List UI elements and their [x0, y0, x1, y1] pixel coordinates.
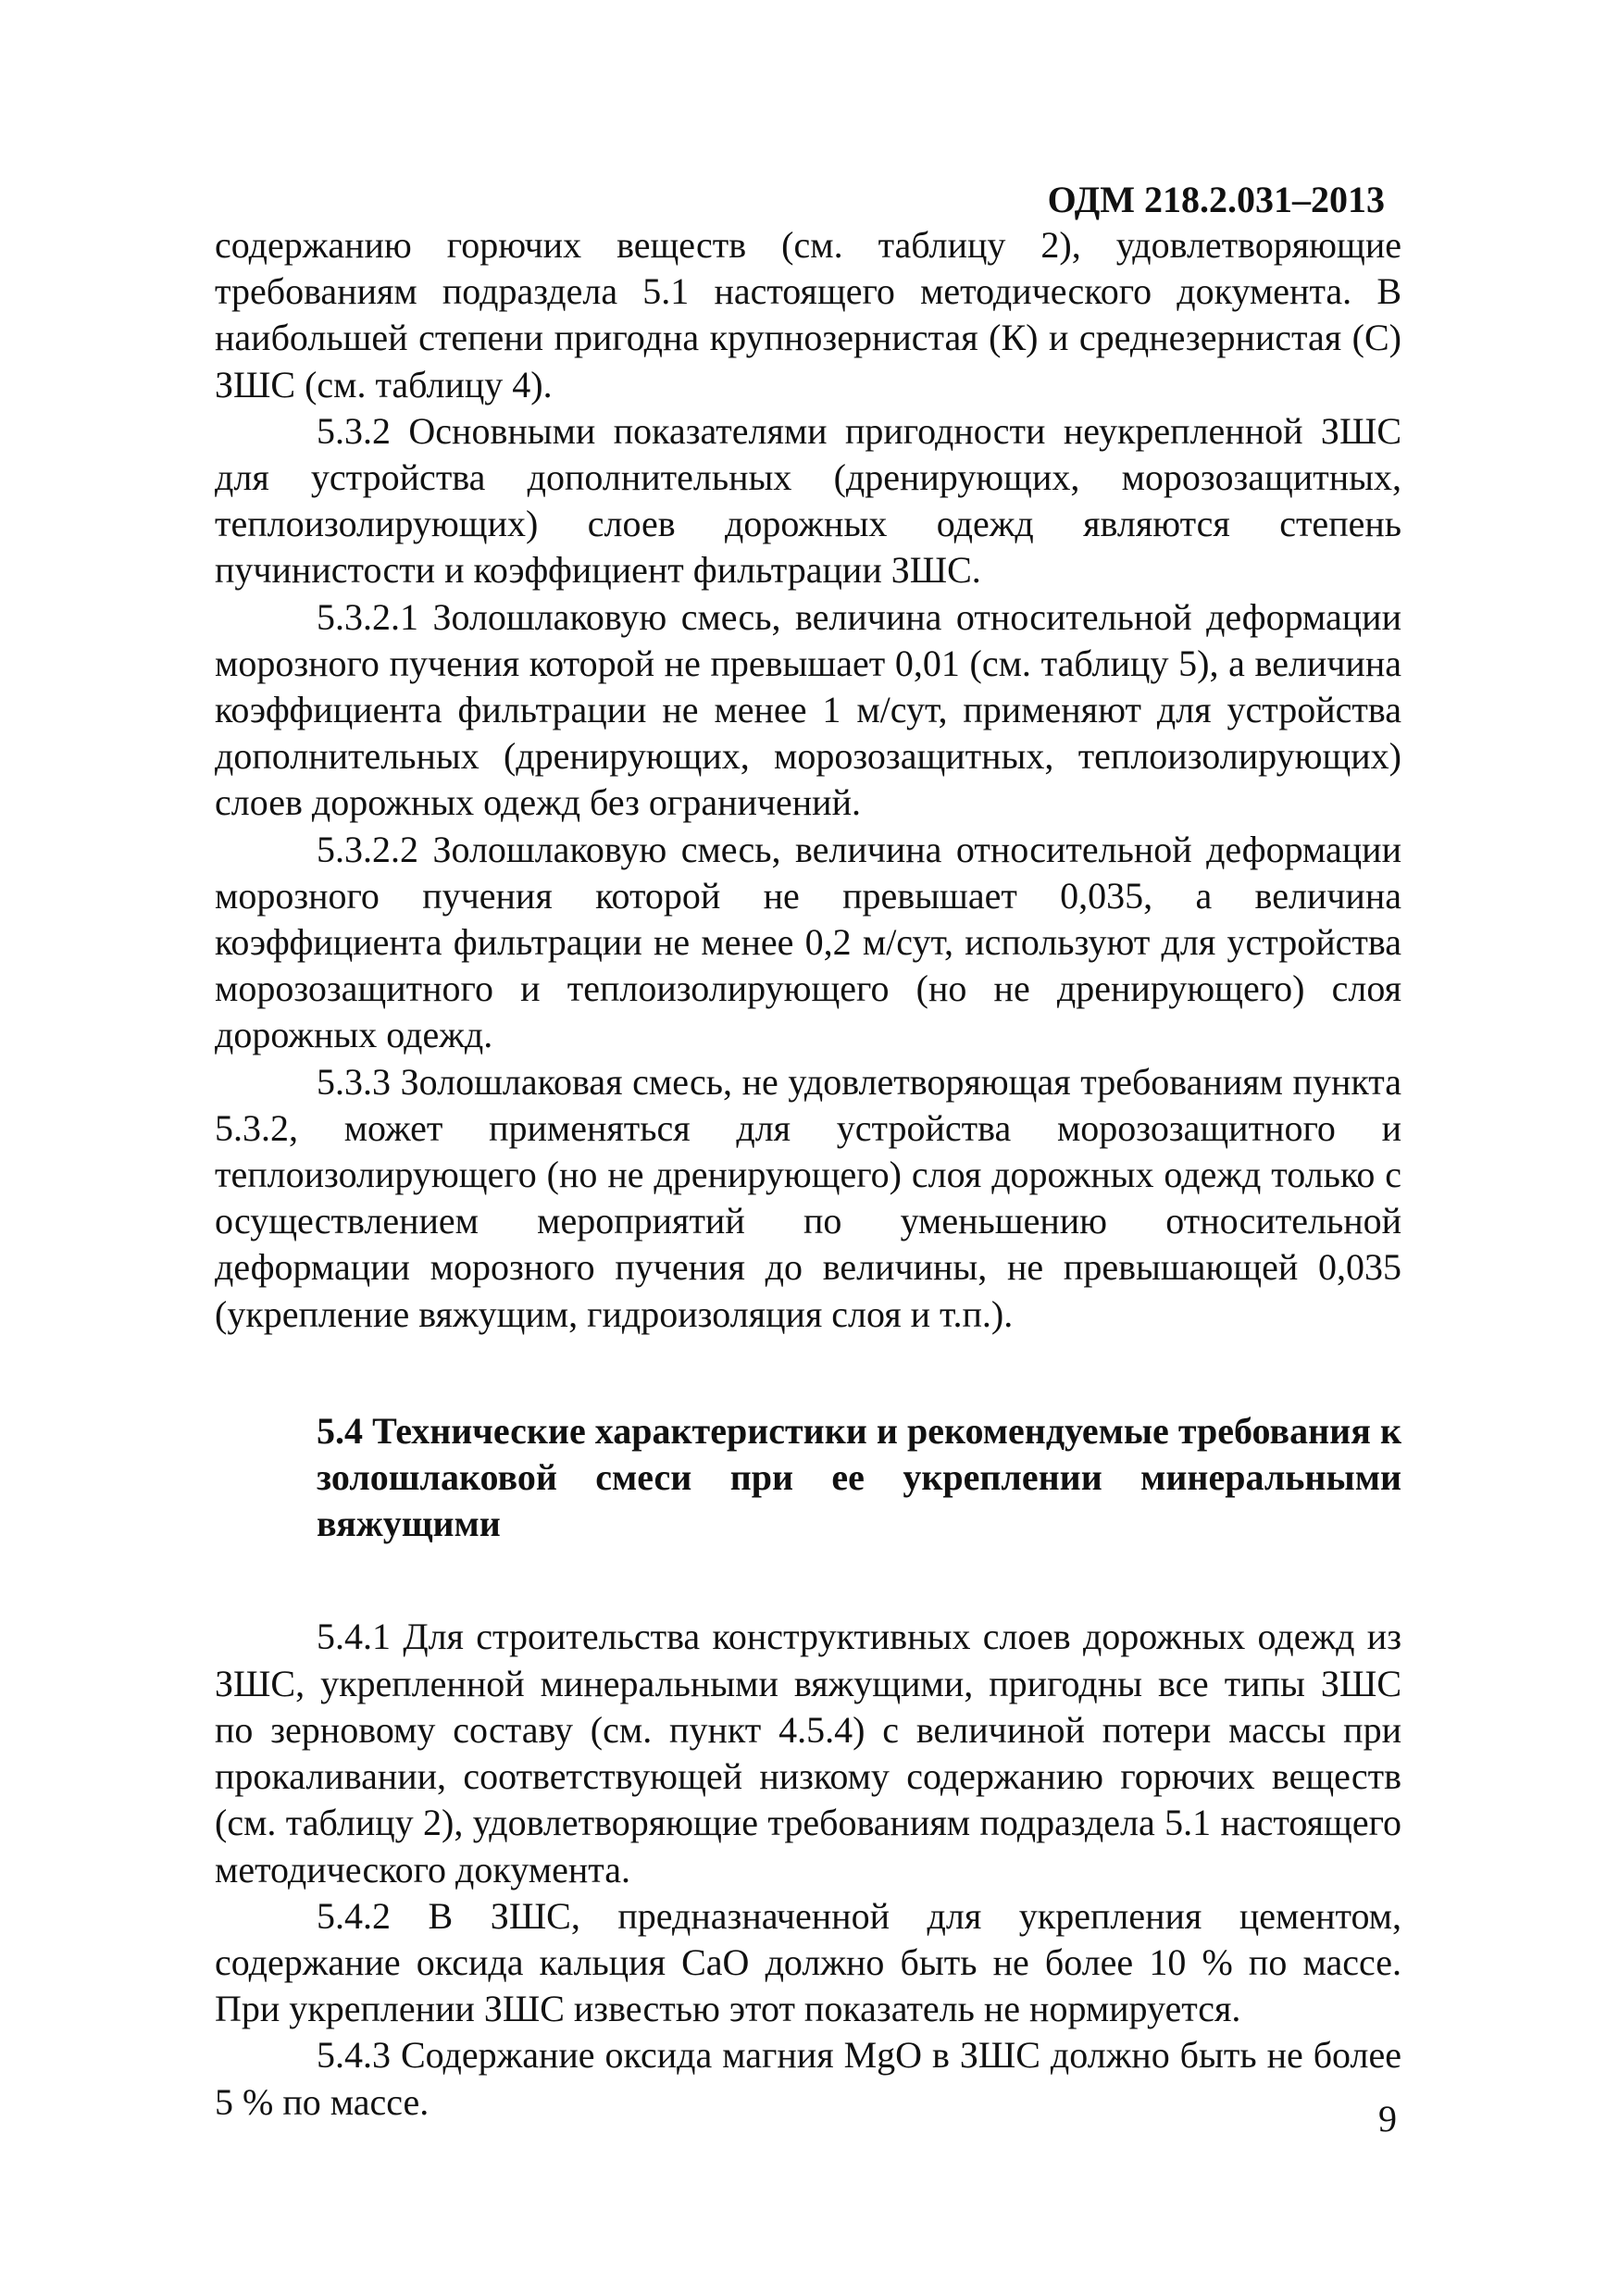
paragraph-5-3-2-2: 5.3.2.2 Золошлаковую смесь, величина относительной деформации морозного пучения которой не превышает 0,035, а величина коэффициента фильтрации не менее 0,2 м/сут, используют для устройства морозозащитного и теплоизолирующего (но не дренирующего) слоя дорожных одежд. [215, 828, 1401, 1056]
document-body [215, 222, 1401, 2126]
paragraph-5-3-3: 5.3.3 Золошлаковая смесь, не удовлетворяющая требованиям пункта 5.3.2, может применяться для устройства морозозащитного и теплоизолирующего (но не дренирующего) слоя дорожных одежд только с осуществлением мероприятий по уменьшению относительной деформации морозного пучения до величины, не превышающей 0,035 (укрепление вяжущим, гидроизоляция слоя и т.п.). [215, 1060, 1401, 1335]
paragraph-5-3-2: 5.3.2 Основными показателями пригодности неукрепленной ЗШС для устройства дополнительных (дренирующих, морозозащитных, теплоизолирующих) слоев дорожных одежд являются степень пучинистости и коэффициент фильтрации ЗШС. [215, 409, 1401, 592]
paragraph-5-4-3: 5.4.3 Содержание оксида магния MgO в ЗШС должно быть не более 5 % по массе. [215, 2034, 1401, 2123]
section-heading-5-4: 5.4 Технические характеристики и рекомендуемые требования к золошлаковой смеси при ее укреплении минеральными вяжущими [317, 1409, 1401, 1545]
paragraph-5-4-1: 5.4.1 Для строительства конструктивных слоев дорожных одежд из ЗШС, укрепленной минеральными вяжущими, пригодны все типы ЗШС по зерновому составу (см. пункт 4.5.4) с величиной потери массы при прокаливании, соответствующей низкому содержанию горючих веществ (см. таблицу 2), удовлетворяющие требованиям подраздела 5.1 настоящего методического документа. [215, 1616, 1401, 1890]
page-number: 9 [1378, 2098, 1397, 2140]
paragraph-5-3-2-1: 5.3.2.1 Золошлаковую смесь, величина относительной деформации морозного пучения которой не превышает 0,01 (см. таблицу 5), а величина коэффициента фильтрации не менее 1 м/сут, применяют для устройства дополнительных (дренирующих, морозозащитных, теплоизолирующих) слоев дорожных одежд без ограничений. [215, 595, 1401, 824]
document-code-header: ОДМ 218.2.031–2013 [1047, 179, 1385, 220]
paragraph-5-4-2: 5.4.2 В ЗШС, предназначенной для укрепления цементом, содержание оксида кальция CaO должно быть не более 10 % по массе. При укреплении ЗШС известью этот показатель не нормируется. [215, 1894, 1401, 2030]
paragraph-continuation: содержанию горючих веществ (см. таблицу 2), удовлетворяющие требованиям подраздела 5.1 настоящего методического документа. В наибольшей степени пригодна крупнозернистая (К) и среднезернистая (С) ЗШС (см. таблицу 4). [215, 224, 1401, 406]
